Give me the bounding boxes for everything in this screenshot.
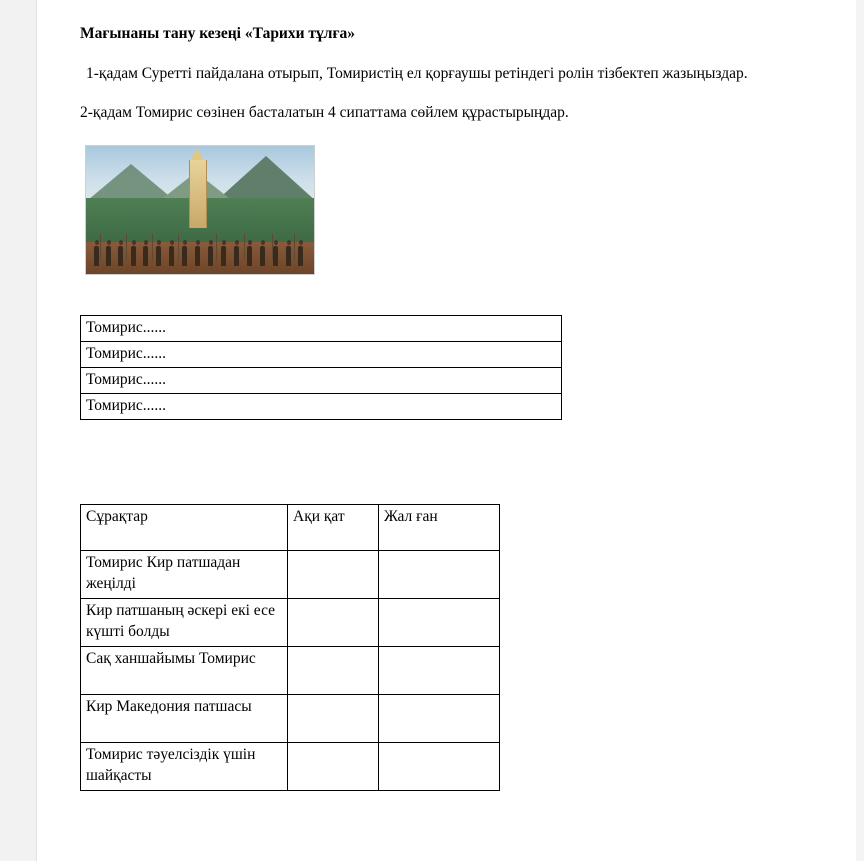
quiz-question-cell: Кир Македония патшасы — [81, 695, 288, 743]
table-row — [81, 394, 562, 420]
page-right-margin — [856, 0, 864, 861]
tomiris-row-cell[interactable]: Томирис...... — [81, 315, 562, 341]
tomiris-row-cell[interactable]: Томирис...... — [81, 394, 562, 420]
document-title: Мағынаны тану кезеңі «Тарихи тұлға» — [80, 25, 356, 42]
document-content — [80, 24, 822, 791]
quiz-true-cell[interactable] — [288, 551, 379, 599]
table-row — [81, 695, 500, 743]
column-header-false: Жал ған — [379, 505, 500, 551]
quiz-question-cell: Томирис тәуелсіздік үшін шайқасты — [81, 743, 288, 791]
quiz-false-cell[interactable] — [379, 743, 500, 791]
quiz-false-cell[interactable] — [379, 551, 500, 599]
quiz-true-cell[interactable] — [288, 647, 379, 695]
table-row — [81, 315, 562, 341]
quiz-false-cell[interactable] — [379, 647, 500, 695]
quiz-true-cell[interactable] — [288, 743, 379, 791]
illustration-tower — [189, 160, 207, 228]
quiz-true-cell[interactable] — [288, 599, 379, 647]
column-header-true: Ақи қат — [288, 505, 379, 551]
table-row — [81, 743, 500, 791]
true-false-quiz-table — [80, 504, 500, 791]
table-row — [81, 599, 500, 647]
tomiris-sentences-table — [80, 315, 562, 421]
historical-illustration-image — [85, 145, 315, 275]
column-header-questions: Сұрақтар — [81, 505, 288, 551]
table-row — [81, 342, 562, 368]
tomiris-row-cell[interactable]: Томирис...... — [81, 342, 562, 368]
quiz-question-cell: Сақ ханшайымы Томирис — [81, 647, 288, 695]
quiz-false-cell[interactable] — [379, 695, 500, 743]
table-row — [81, 551, 500, 599]
quiz-true-cell[interactable] — [288, 695, 379, 743]
table-row — [81, 368, 562, 394]
tomiris-row-cell[interactable]: Томирис...... — [81, 368, 562, 394]
table-row — [81, 647, 500, 695]
step-1-paragraph: 1-қадам Суретті пайдалана отырып, Томиристің ел қорғаушы ретіндегі ролін тізбектеп жазыңыздар. — [86, 64, 748, 82]
step-2-paragraph: 2-қадам Томирис сөзінен басталатын 4 сипаттама сөйлем құрастырыңдар. — [80, 104, 569, 122]
table-header-row — [81, 505, 500, 551]
illustration-crowd — [86, 232, 314, 266]
quiz-question-cell: Томирис Кир патшадан жеңілді — [81, 551, 288, 599]
quiz-question-cell: Кир патшаның әскері екі есе күшті болды — [81, 599, 288, 647]
page-left-margin — [0, 0, 37, 861]
quiz-false-cell[interactable] — [379, 599, 500, 647]
